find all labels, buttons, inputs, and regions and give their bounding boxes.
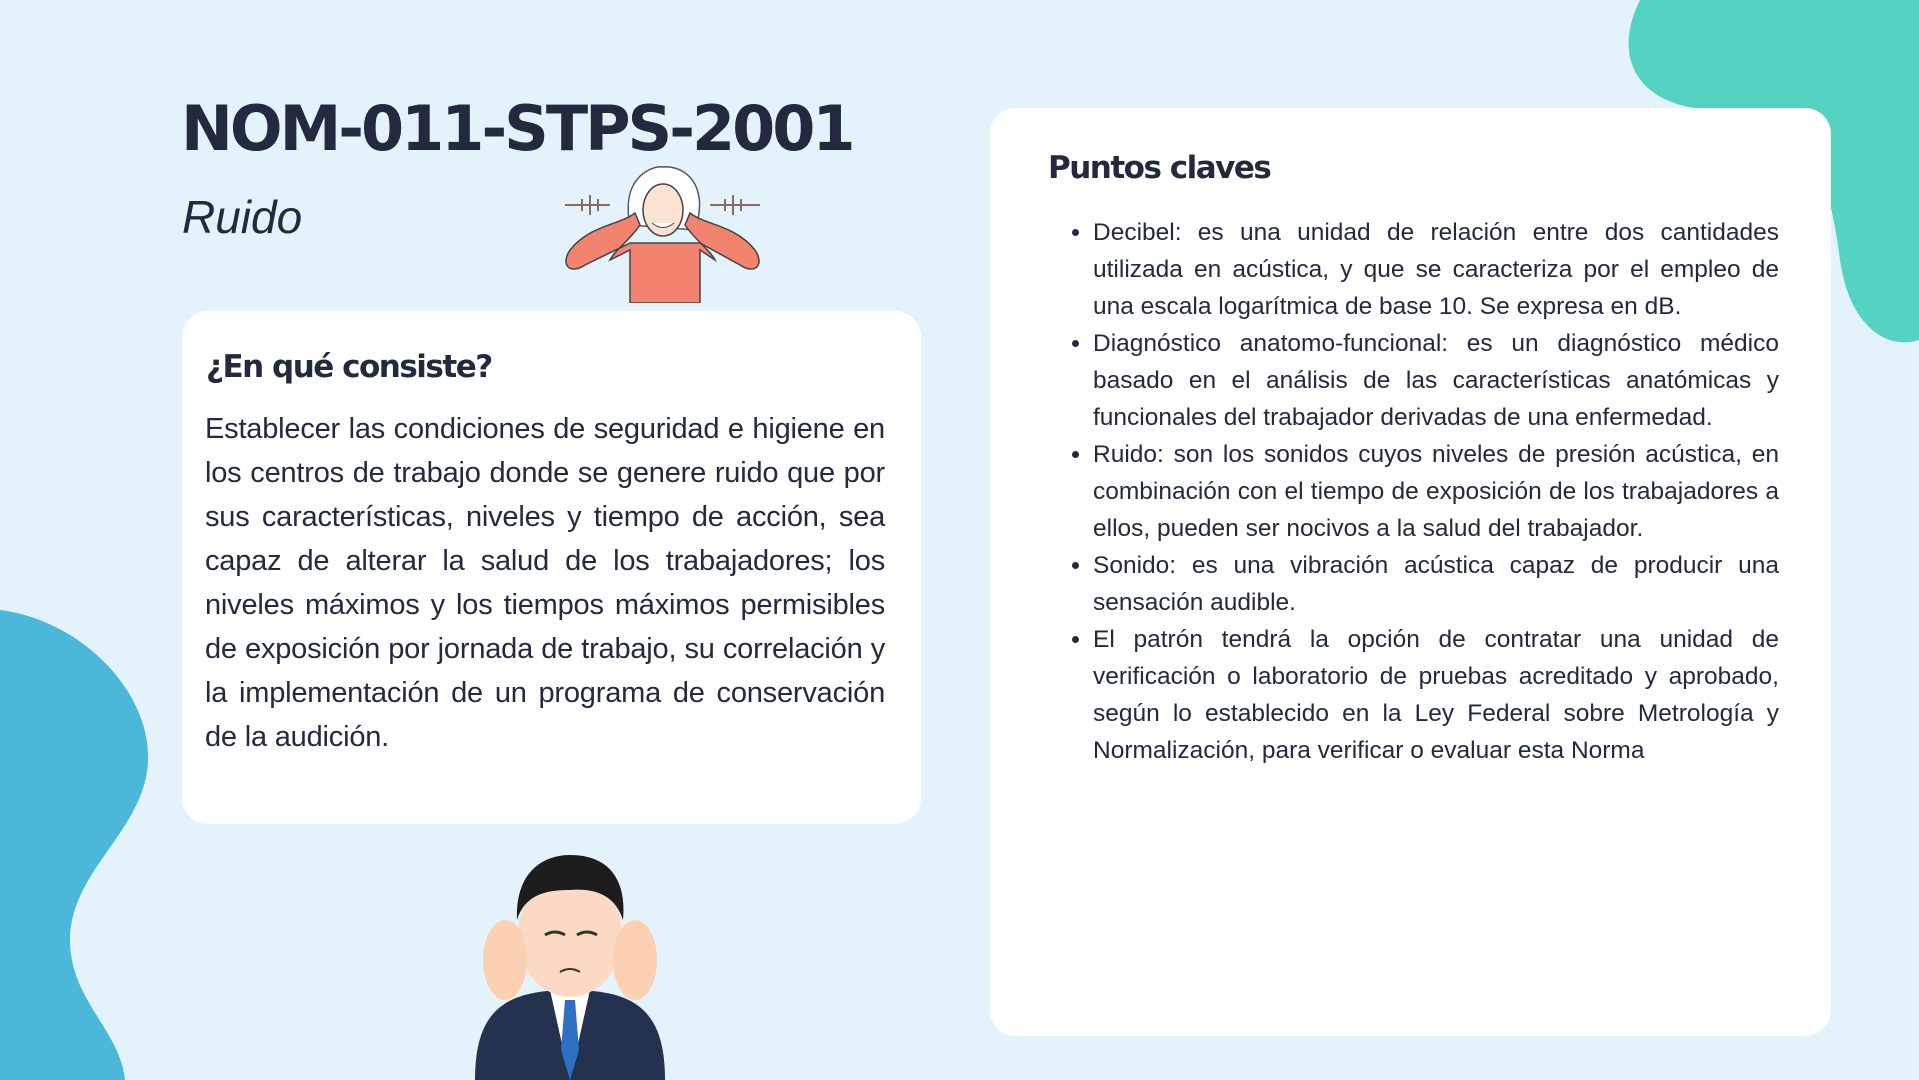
list-item: • Ruido: son los sonidos cuyos niveles de presión acústica, en combinación con el tiempo de exposición de los trabajadores a ellos, pueden ser nocivos a la salud del trabajador.	[1093, 436, 1779, 547]
key-points-heading: Puntos claves	[1048, 150, 1271, 186]
key-points-card	[990, 108, 1831, 1036]
description-text: Establecer las condiciones de seguridad e higiene en los centros de trabajo donde se genere ruido que por sus características, niveles y tiempo de acción, sea capaz de alterar la salud de los trabajadores; los niveles máximos y los tiempos máximos permisibles de exposición por jornada de trabajo, su correlación y la implementación de un programa de conservación de la audición.	[205, 413, 885, 753]
page-subtitle: Ruido	[182, 191, 303, 243]
description-card	[182, 311, 921, 824]
list-item: • Decibel: es una unidad de relación entre dos cantidades utilizada en acústica, y que se caracteriza por el empleo de una escala logarítmica de base 10. Se expresa en dB.	[1093, 214, 1779, 325]
list-item: • Sonido: es una vibración acústica capaz de producir una sensación audible.	[1093, 547, 1779, 621]
man-covering-ears-illustration	[465, 850, 675, 1080]
woman-covering-ears-illustration	[560, 165, 765, 303]
list-item: • El patrón tendrá la opción de contratar una unidad de verificación o laboratorio de pruebas acreditado y aprobado, según lo establecido en la Ley Federal sobre Metrología y Normalización, para verificar o evaluar esta Norma	[1093, 621, 1779, 769]
key-points-list	[1048, 214, 1779, 769]
page-title: NOM-011-STPS-2001	[181, 92, 853, 165]
description-heading: ¿En qué consiste?	[206, 349, 492, 385]
list-item: • Diagnóstico anatomo-funcional: es un diagnóstico médico basado en el análisis de las características anatómicas y funcionales del trabajador derivadas de una enfermedad.	[1093, 325, 1779, 436]
blue-blob-decoration	[0, 600, 160, 1080]
